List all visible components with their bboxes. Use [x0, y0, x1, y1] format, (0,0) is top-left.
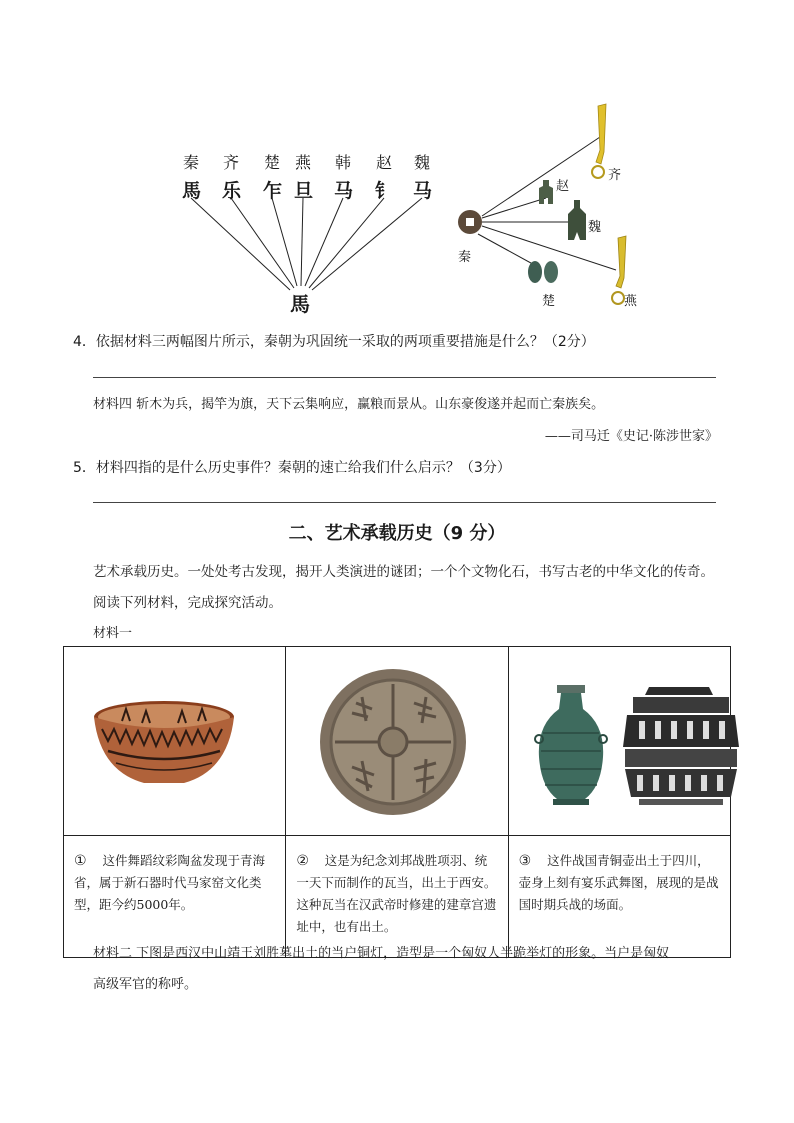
material-4-text: 材料四 斩木为兵，揭竿为旗，天下云集响应，赢粮而景从。山东豪俊遂并起而亡秦族矣。 — [93, 397, 605, 412]
artifact-image-cell-1 — [64, 647, 286, 836]
artifact-image-cell-3 — [508, 647, 730, 836]
material-2-line-2: 高级军官的称呼。 — [93, 977, 198, 992]
coin-label-qi: 齐 — [608, 168, 622, 183]
material-4-source: ——司马迁《史记·陈涉世家》 — [544, 429, 718, 444]
seal-char-chu: 乍 — [262, 180, 281, 202]
artifact-caption-text-3: 这件战国青铜壶出土于四川，壶身上刻有宴乐武舞图，展现的是战国时期兵战的场面。 — [518, 853, 719, 912]
answer-line-4[interactable] — [93, 377, 716, 378]
coin-label-qin: 秦 — [458, 250, 472, 265]
artifact-caption-2 — [286, 836, 508, 958]
script-unification-figure — [160, 150, 450, 320]
painted-pottery-basin-image — [64, 647, 263, 831]
artifact-number-3: ③ — [518, 853, 532, 869]
section-title: 二、艺术承载历史（9 分） — [288, 523, 506, 544]
seal-char-zhao: 钅 — [374, 180, 393, 202]
coin-label-yan: 燕 — [624, 294, 638, 309]
artifact-caption-1 — [64, 836, 286, 958]
currency-unification-figure — [448, 100, 648, 315]
chu-antnose-coin-icon — [528, 261, 558, 283]
unified-seal-char: 馬 — [290, 292, 310, 316]
state-qin: 秦 — [182, 153, 199, 172]
seal-char-qin: 馬 — [181, 180, 200, 202]
currency-diagram — [448, 100, 648, 315]
artifact-caption-3 — [508, 836, 730, 958]
bronze-rubbing-image — [623, 687, 739, 805]
artifact-caption-text-2: 这是为纪念刘邦战胜项羽、统一天下而制作的瓦当，出土于西安。这种瓦当在汉武帝时修建的建章宫遗址中，也有出土。 — [296, 853, 497, 934]
coin-label-zhao: 赵 — [556, 179, 570, 194]
coin-label-chu: 楚 — [542, 294, 556, 309]
seal-char-han: 马 — [333, 180, 352, 202]
artifact-number-1: ① — [74, 853, 87, 869]
answer-line-5[interactable] — [93, 502, 716, 503]
material-1-label: 材料一 — [93, 626, 133, 641]
state-chu: 楚 — [263, 153, 280, 172]
state-zhao: 赵 — [375, 153, 392, 172]
state-wei: 魏 — [413, 153, 430, 172]
coin-label-wei: 魏 — [588, 220, 602, 235]
artifacts-table — [63, 646, 731, 958]
han-roof-tile-image — [286, 647, 501, 831]
state-qi: 齐 — [222, 153, 239, 172]
seal-char-qi: 乐 — [221, 180, 240, 202]
section-instruction: 阅读下列材料，完成探究活动。 — [93, 595, 282, 611]
question-4: 4．依据材料三两幅图片所示，秦朝为巩固统一采取的两项重要措施是什么？（2分） — [73, 334, 595, 350]
qin-coin-icon — [458, 210, 482, 234]
seal-char-wei: 马 — [412, 180, 431, 202]
question-5: 5．材料四指的是什么历史事件？秦朝的速亡给我们什么启示？（3分） — [73, 460, 511, 476]
wei-spade-coin-icon — [568, 200, 586, 240]
state-han: 韩 — [334, 153, 351, 172]
zhao-spade-coin-icon — [539, 180, 553, 204]
artifact-number-2: ② — [296, 853, 309, 869]
state-yan: 燕 — [294, 153, 311, 172]
material-2-line-1: 材料二 下图是西汉中山靖王刘胜墓出土的当户铜灯，造型是一个匈奴人半跪举灯的形象。当户是匈奴 — [93, 946, 670, 961]
bronze-pot-image — [509, 647, 761, 831]
artifact-caption-text-1: 这件舞蹈纹彩陶盆发现于青海省，属于新石器时代马家窑文化类型，距今约5000年。 — [74, 853, 265, 912]
artifact-image-cell-2 — [286, 647, 508, 836]
section-intro: 艺术承载历史。一处处考古发现，揭开人类演进的谜团；一个个文物化石，书写古老的中华文化的传奇。 — [93, 564, 714, 580]
seal-char-yan: 旦 — [293, 180, 312, 202]
